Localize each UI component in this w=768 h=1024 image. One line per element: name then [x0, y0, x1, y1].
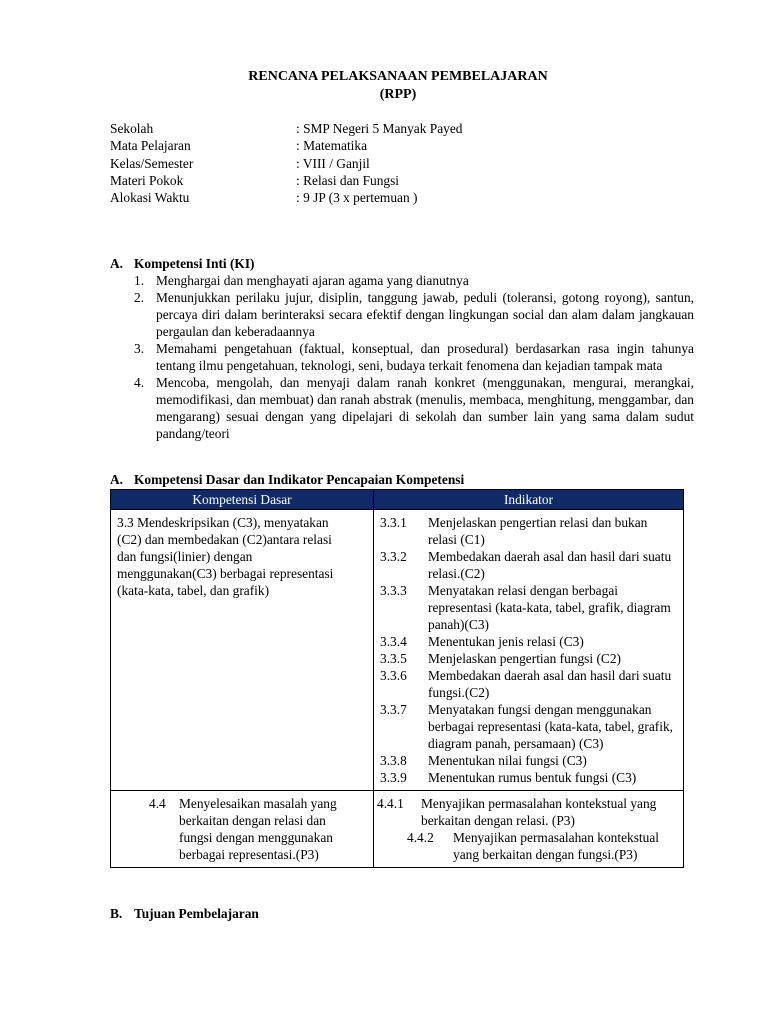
indicator-item [380, 582, 675, 633]
info-row-sekolah [110, 120, 463, 137]
indicator-code: 3.3.1 [380, 515, 407, 530]
info-row-materi-pokok [110, 172, 463, 189]
table-cell-kd [111, 791, 374, 868]
list-item [110, 272, 694, 289]
info-label: Sekolah [110, 121, 154, 136]
column-header-kompetensi-dasar: Kompetensi Dasar [111, 490, 374, 510]
list-number: 2. [134, 290, 145, 305]
indicator-code: 3.3.4 [380, 634, 407, 649]
indicator-text: Menyatakan relasi dengan berbagai representasi (kata-kata, tabel, grafik, diagram panah)(C3) [428, 583, 671, 632]
info-value: : Relasi dan Fungsi [296, 172, 400, 188]
indicator-text: Menentukan jenis relasi (C3) [428, 634, 584, 649]
table-header-row [111, 490, 684, 510]
table-cell-indicators [374, 510, 684, 791]
identity-block [110, 120, 463, 206]
indicator-text: Menjelaskan pengertian fungsi (C2) [428, 651, 621, 666]
info-value: : 9 JP (3 x pertemuan ) [296, 190, 418, 206]
indicator-text: Menyajikan permasalahan kontekstual yang berkaitan dengan relasi. (P3) [421, 796, 657, 828]
info-label: Materi Pokok [110, 172, 184, 188]
indicator-item [377, 829, 663, 863]
kd-item [117, 795, 353, 863]
list-text: Menunjukkan perilaku jujur, disiplin, tanggung jawab, peduli (toleransi, gotong royong), santun, percaya diri dalam berinteraksi secara efektif dengan lingkungan social dan alam dalam jangkauan pergaulan dan keberadaannya [156, 290, 694, 339]
info-value: : Matematika [296, 138, 368, 154]
indicator-item [377, 795, 663, 829]
indicator-text: Membedakan daerah asal dan hasil dari suatu relasi.(C2) [428, 549, 672, 581]
info-row-mata-pelajaran [110, 137, 463, 154]
table-row [111, 510, 684, 791]
document-subtitle: (RPP) [379, 87, 417, 102]
column-header-indikator: Indikator [374, 490, 684, 510]
indicator-text: Menjelaskan pengertian relasi dan bukan relasi (C1) [428, 515, 648, 547]
indicator-code: 3.3.8 [380, 753, 407, 768]
list-text: Menghargai dan menghayati ajaran agama yang dianutnya [156, 273, 469, 288]
competency-table [110, 489, 684, 868]
table-row [111, 791, 684, 868]
info-label: Kelas/Semester [110, 155, 194, 171]
list-number: 1. [134, 273, 145, 288]
indicator-item [380, 514, 675, 548]
info-value: : SMP Negeri 5 Manyak Payed [296, 121, 463, 136]
indicator-item [380, 701, 675, 752]
section-heading-kd [110, 471, 464, 488]
indicator-code: 3.3.6 [380, 668, 407, 683]
indicator-item [380, 633, 675, 650]
indicator-code: 3.3.9 [380, 770, 407, 785]
indicator-text: Membedakan daerah asal dan hasil dari suatu fungsi.(C2) [428, 668, 672, 700]
indicator-text: Menyajikan permasalahan kontekstual yang berkaitan dengan fungsi.(P3) [453, 830, 659, 862]
section-letter: B. [110, 906, 123, 921]
indicator-item [380, 650, 675, 667]
list-item [110, 340, 694, 374]
info-label: Mata Pelajaran [110, 138, 191, 154]
indicator-text: Menentukan nilai fungsi (C3) [428, 753, 587, 768]
indicator-code: 3.3.2 [380, 549, 407, 564]
list-text: Memahami pengetahuan (faktual, konseptual, dan prosedural) berdasarkan rasa ingin tahunya tentang ilmu pengetahuan, teknologi, seni, budaya terkait fenomena dan kejadian tampak mata [156, 341, 694, 373]
section-title: Kompetensi Inti (KI) [134, 256, 255, 271]
kd-text: 3.3 Mendeskripsikan (C3), menyatakan (C2) dan membedakan (C2)antara relasi dan fungsi(linier) dengan menggunakan(C3) berbagai representasi (kata-kata, tabel, dan grafik) [117, 515, 334, 598]
ki-list [110, 272, 694, 442]
section-letter: A. [110, 256, 124, 271]
indicator-code: 3.3.3 [380, 583, 407, 598]
indicator-item [380, 769, 675, 786]
indicator-item [380, 548, 675, 582]
kd-text: Menyelesaikan masalah yang berkaitan dengan relasi dan fungsi dengan menggunakan berbagai representasi.(P3) [179, 796, 337, 862]
info-row-alokasi-waktu [110, 189, 463, 206]
info-label: Alokasi Waktu [110, 190, 190, 206]
list-number: 4. [134, 375, 145, 390]
list-text: Mencoba, mengolah, dan menyaji dalam ranah konkret (menggunakan, mengurai, merangkai, memodifikasi, dan membuat) dan ranah abstrak (menulis, membaca, menghitung, menggambar, dan mengarang) sesuai dengan yang dipelajari di sekolah dan sumber lain yang sama dalam sudut pandang/teori [156, 375, 694, 441]
info-value: : VIII / Ganjil [296, 155, 370, 171]
section-letter: A. [110, 472, 124, 487]
section-title: Kompetensi Dasar dan Indikator Pencapaian Kompetensi [134, 472, 465, 487]
list-item [110, 289, 694, 340]
indicator-item [380, 667, 675, 701]
section-heading-ki [110, 255, 255, 272]
indicator-text: Menyatakan fungsi dengan menggunakan berbagai representasi (kata-kata, tabel, grafik, diagram panah, persamaan) (C3) [428, 702, 673, 751]
section-heading-tujuan [110, 905, 259, 922]
indicator-code: 3.3.7 [380, 702, 407, 717]
list-item [110, 374, 694, 442]
indicator-code: 4.4.2 [407, 830, 434, 845]
table-cell-indicators [374, 791, 684, 868]
document-title: RENCANA PELAKSANAAN PEMBELAJARAN [248, 69, 548, 84]
indicator-code: 4.4.1 [377, 796, 404, 811]
info-row-kelas-semester [110, 155, 463, 172]
indicator-text: Menentukan rumus bentuk fungsi (C3) [428, 770, 637, 785]
section-title: Tujuan Pembelajaran [134, 906, 259, 921]
indicator-item [380, 752, 675, 769]
table-cell-kd [111, 510, 374, 791]
list-number: 3. [134, 341, 145, 356]
kd-code: 4.4 [149, 796, 166, 811]
indicator-code: 3.3.5 [380, 651, 407, 666]
